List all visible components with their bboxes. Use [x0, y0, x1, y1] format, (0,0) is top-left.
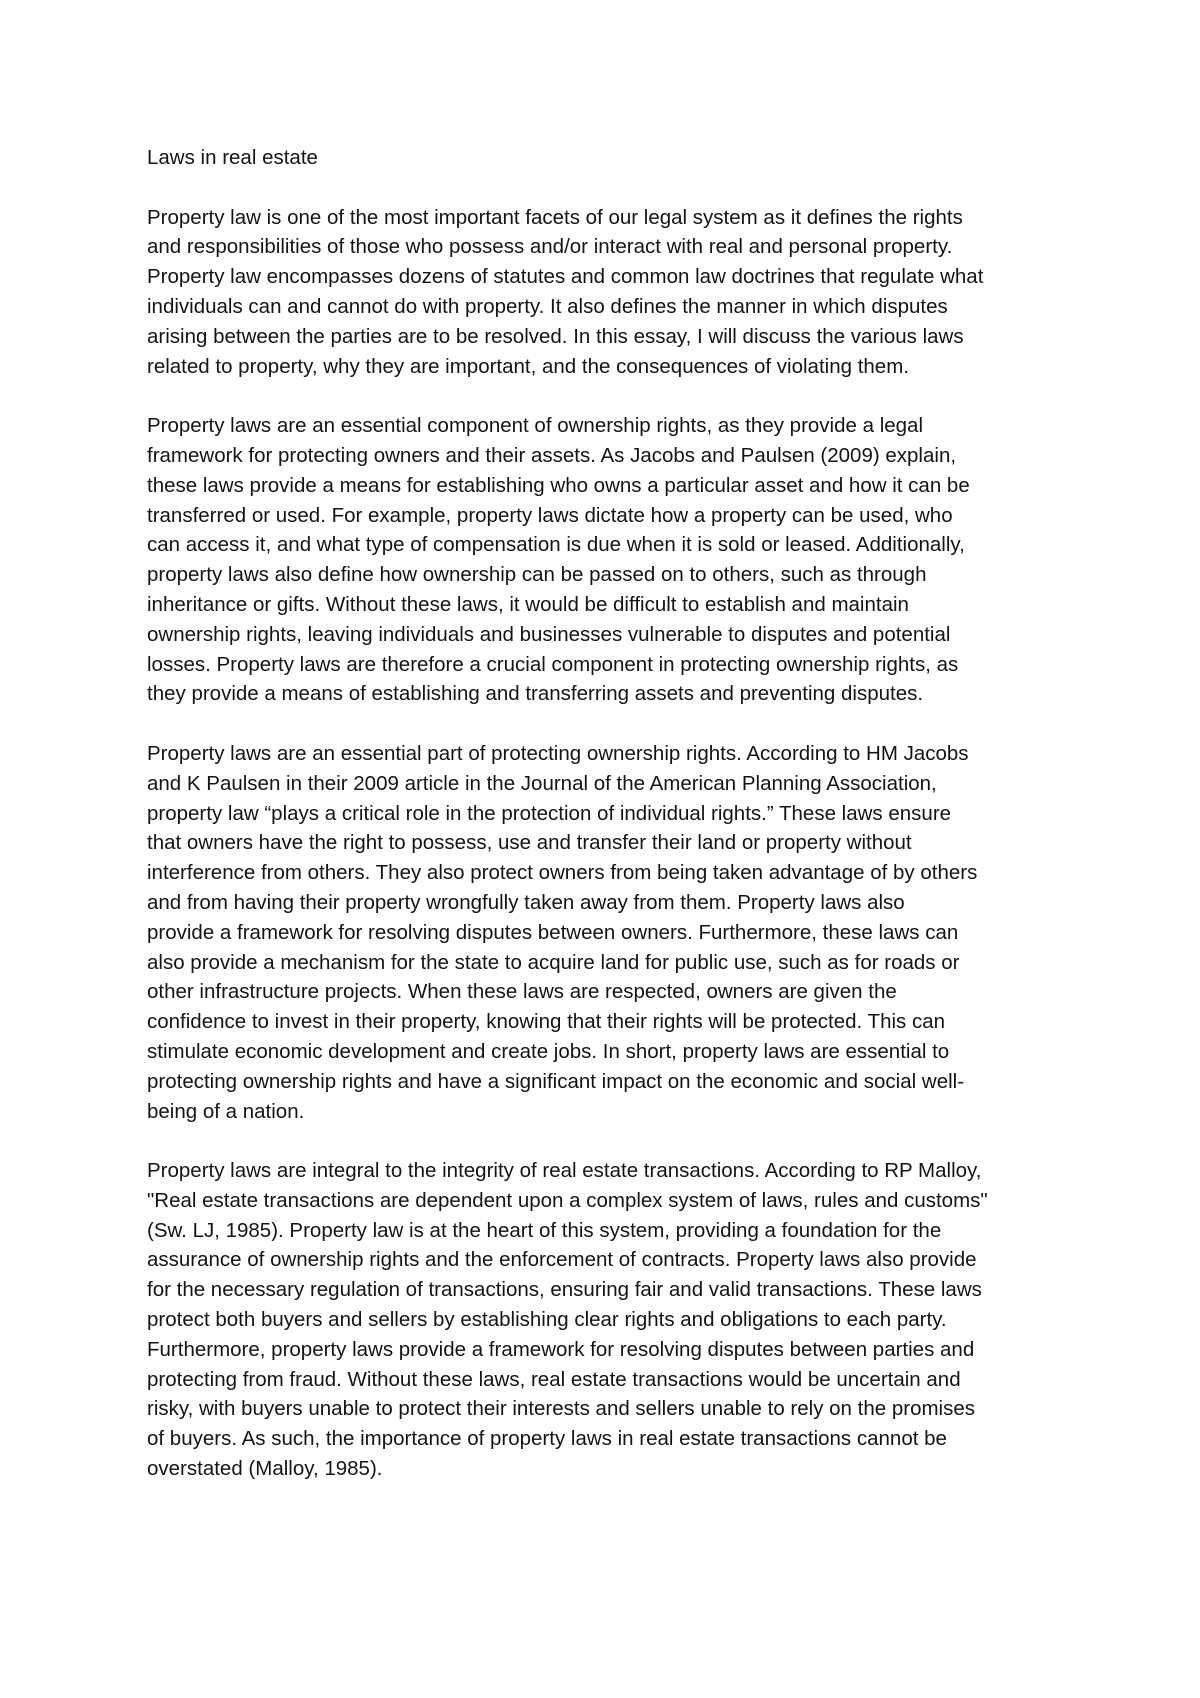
text-line: losses. Property laws are therefore a crucial component in protecting ownership rights, as — [147, 652, 959, 676]
text-line: being of a nation. — [147, 1099, 305, 1123]
text-line: for the necessary regulation of transactions, ensuring fair and valid transactions. These laws — [147, 1278, 982, 1302]
text-line: Property law encompasses dozens of statutes and common law doctrines that regulate what — [147, 265, 984, 289]
text-line: (Sw. LJ, 1985). Property law is at the heart of this system, providing a foundation for the — [147, 1218, 942, 1242]
text-line: other infrastructure projects. When these laws are respected, owners are given the — [147, 980, 897, 1004]
text-line: provide a framework for resolving disputes between owners. Furthermore, these laws can — [147, 920, 959, 944]
text-line: they provide a means of establishing and transferring assets and preventing disputes. — [147, 682, 924, 706]
text-line: inheritance or gifts. Without these laws, it would be difficult to establish and maintain — [147, 592, 909, 616]
text-line: and K Paulsen in their 2009 article in the Journal of the American Planning Association, — [147, 771, 937, 795]
text-line: and from having their property wrongfully taken away from them. Property laws also — [147, 890, 905, 914]
text-line: Property laws are an essential component of ownership rights, as they provide a legal — [147, 414, 924, 438]
paragraph-2 — [147, 411, 1077, 709]
text-line: Furthermore, property laws provide a framework for resolving disputes between parties and — [147, 1337, 975, 1361]
text-line: framework for protecting owners and their assets. As Jacobs and Paulsen (2009) explain, — [147, 443, 957, 467]
text-line: protecting from fraud. Without these laws, real estate transactions would be uncertain and — [147, 1367, 961, 1391]
text-line: transferred or used. For example, property laws dictate how a property can be used, who — [147, 503, 953, 527]
text-line: property law “plays a critical role in the protection of individual rights.” These laws ensure — [147, 801, 952, 825]
text-line: assurance of ownership rights and the enforcement of contracts. Property laws also provide — [147, 1248, 977, 1272]
text-line: protecting ownership rights and have a significant impact on the economic and social well- — [147, 1069, 965, 1093]
text-line: interference from others. They also protect owners from being taken advantage of by others — [147, 861, 978, 885]
text-line: individuals can and cannot do with property. It also defines the manner in which disputes — [147, 294, 948, 318]
text-line: overstated (Malloy, 1985). — [147, 1457, 383, 1481]
text-line: that owners have the right to possess, use and transfer their land or property without — [147, 831, 912, 855]
paragraph-4 — [147, 1156, 1077, 1484]
text-line: related to property, why they are important, and the consequences of violating them. — [147, 354, 909, 378]
paragraph-3 — [147, 739, 1077, 1126]
text-line: of buyers. As such, the importance of property laws in real estate transactions cannot be — [147, 1427, 947, 1451]
text-line: arising between the parties are to be resolved. In this essay, I will discuss the various laws — [147, 324, 964, 348]
document-page — [147, 143, 1077, 1514]
text-line: Property laws are integral to the integrity of real estate transactions. According to RP Malloy, — [147, 1159, 982, 1183]
document-title: Laws in real estate — [147, 146, 318, 169]
text-line: "Real estate transactions are dependent upon a complex system of laws, rules and customs" — [147, 1188, 988, 1212]
text-line: can access it, and what type of compensation is due when it is sold or leased. Additionally, — [147, 533, 965, 557]
text-line: and responsibilities of those who possess and/or interact with real and personal property. — [147, 235, 953, 259]
text-line: these laws provide a means for establishing who owns a particular asset and how it can be — [147, 473, 970, 497]
text-line: property laws also define how ownership can be passed on to others, such as through — [147, 563, 927, 587]
text-line: Property law is one of the most important facets of our legal system as it defines the rights — [147, 205, 963, 229]
text-line: ownership rights, leaving individuals and businesses vulnerable to disputes and potential — [147, 622, 951, 646]
text-line: confidence to invest in their property, knowing that their rights will be protected. This can — [147, 1010, 946, 1034]
paragraph-1 — [147, 203, 1077, 382]
text-line: protect both buyers and sellers by establishing clear rights and obligations to each party. — [147, 1308, 947, 1332]
text-line: Property laws are an essential part of protecting ownership rights. According to HM Jacobs — [147, 741, 969, 765]
text-line: stimulate economic development and create jobs. In short, property laws are essential to — [147, 1039, 950, 1063]
text-line: also provide a mechanism for the state to acquire land for public use, such as for roads or — [147, 950, 960, 974]
text-line: risky, with buyers unable to protect their interests and sellers unable to rely on the promises — [147, 1397, 975, 1421]
